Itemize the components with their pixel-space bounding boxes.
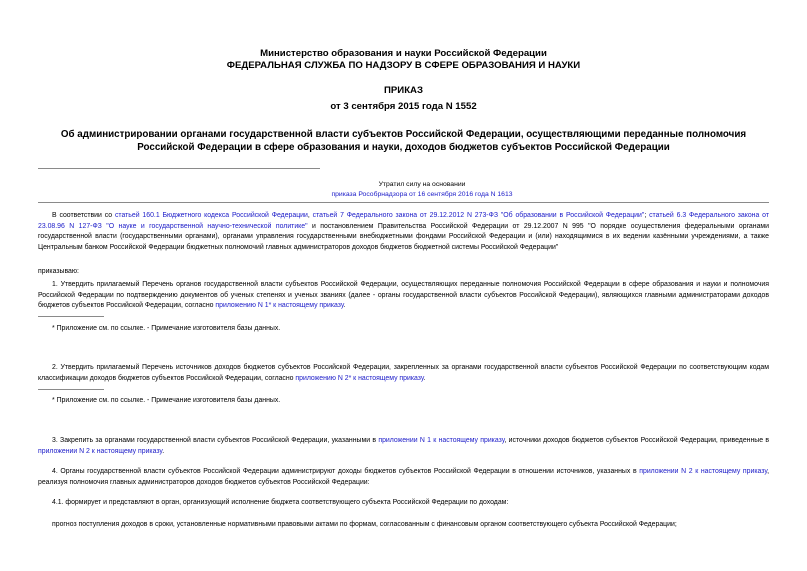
item-1-end: . — [343, 302, 346, 309]
item-3-end: . — [162, 447, 165, 455]
document-type: ПРИКАЗ — [384, 85, 423, 96]
item-1-paragraph — [38, 280, 769, 312]
science-law-link[interactable]: статьей 6.3 Федерального закона от 23.08.96 N 127-ФЗ "О науке и государственной научно-технической политике" — [38, 212, 769, 230]
preamble-text-3: ; — [644, 212, 650, 219]
service-name: ФЕДЕРАЛЬНАЯ СЛУЖБА ПО НАДЗОРУ В СФЕРЕ ОБРАЗОВАНИЯ И НАУКИ — [226, 60, 581, 71]
education-law-link[interactable]: статьей 7 Федерального закона от 29.12.2012 N 273-ФЗ "Об образовании в Российской Федерации" — [312, 212, 645, 219]
appendix-1-link[interactable]: приложению N 1* к настоящему приказу — [215, 302, 344, 309]
footnote-1: * Приложение см. по ссылке. - Примечание изготовителя базы данных. — [52, 325, 281, 332]
item-2-paragraph — [38, 363, 769, 384]
lost-force-note: Утратил силу на основании — [378, 181, 466, 188]
item-3-middle: , источники доходов бюджетов субъектов Российской Федерации, приведенные в — [504, 437, 770, 444]
budget-code-link[interactable]: статьей 160.1 Бюджетного кодекса Российской Федерации — [114, 212, 308, 219]
item-3-appendix-1-link[interactable]: приложении N 1 к настоящему приказу — [378, 437, 505, 444]
item-1-text: 1. Утвердить прилагаемый Перечень органов государственной власти субъектов Российской Федерации, осуществляющих переданные полномочия Российской Федерации в сфере образования и науки и полномочия Российской Федерации по подтверждению документов об ученых степенях и ученых званиях (далее - органы государственной власти субъектов Российской Федерации), являющихся главными администраторами доходов бюджетов субъектов Российской Федерации, согласно — [38, 281, 769, 309]
item-4-end: , реализуя полномочия главных администраторов доходов бюджетов субъектов Российской Федерации: — [38, 468, 769, 486]
document-date-number: от 3 сентября 2015 года N 1552 — [330, 101, 477, 112]
title-separator — [38, 168, 320, 169]
status-separator — [38, 202, 769, 203]
preamble-text-4: и постановлением Правительства Российской Федерации от 29.12.2007 N 995 "О порядке осуществления федеральными органами государственной власти (государственными органами), органами управления государственными внебюджетными фондами Российской Федерации и (или) находящимися в их ведении казёнными учреждениями, а также Центральным банком Российской Федерации бюджетных полномочий главных администраторов доходов бюджетов бюджетной системы Российской Федерации" — [38, 222, 769, 251]
preamble-paragraph — [38, 211, 769, 253]
preamble-text-2: , — [307, 212, 313, 219]
item-4-1-forecast-paragraph: прогноз поступления доходов в сроки, установленные нормативными правовыми актами по формам, согласованным с финансовым органом соответствующего субъекта Российской Федерации; — [52, 521, 677, 528]
item-4-1-paragraph: 4.1. формирует и представляют в орган, организующий исполнение бюджета соответствующего субъекта Российской Федерации по доходам: — [52, 499, 509, 506]
footnote-2: * Приложение см. по ссылке. - Примечание изготовителя базы данных. — [52, 397, 281, 404]
lost-force-basis-link[interactable] — [222, 190, 622, 199]
document-title: Об администрировании органами государственной власти субъектов Российской Федерации, осуществляющими переданные полномочия Российской Федерации в сфере образования и науки, доходов бюджетов субъектов Российской Федерации — [60, 129, 747, 153]
item-3-text: 3. Закрепить за органами государственной власти субъектов Российской Федерации, указанными в — [52, 437, 379, 444]
footnote-2-separator — [38, 389, 104, 390]
basis-link[interactable]: приказа Рособрнадзора от 16 сентября 2016 года N 1613 — [331, 191, 513, 198]
item-4-appendix-2-link[interactable]: приложении N 2 к настоящему приказу — [639, 468, 768, 475]
item-2-text: 2. Утвердить прилагаемый Перечень источников доходов бюджетов субъектов Российской Федерации, закрепленных за органами государственной власти субъектов Российской Федерации по соответствующим кодам классификации доходов бюджетов субъектов Российской Федерации, согласно — [38, 364, 769, 382]
item-3-paragraph — [38, 436, 769, 457]
preamble-text-1: В соответствии со — [52, 212, 115, 219]
appendix-2-link[interactable]: приложению N 2* к настоящему приказу — [295, 374, 424, 382]
item-4-paragraph — [38, 467, 769, 488]
ministry-name: Министерство образования и науки Российской Федерации — [260, 48, 547, 59]
item-2-end: . — [423, 374, 426, 382]
orders-word: приказываю: — [38, 268, 79, 275]
item-4-text: 4. Органы государственной власти субъектов Российской Федерации администрируют доходы бюджетов субъектов Российской Федерации в отношении источников, указанных в — [52, 468, 640, 475]
item-3-appendix-2-link[interactable]: приложении N 2 к настоящему приказу — [38, 447, 163, 455]
footnote-1-separator — [38, 316, 104, 317]
